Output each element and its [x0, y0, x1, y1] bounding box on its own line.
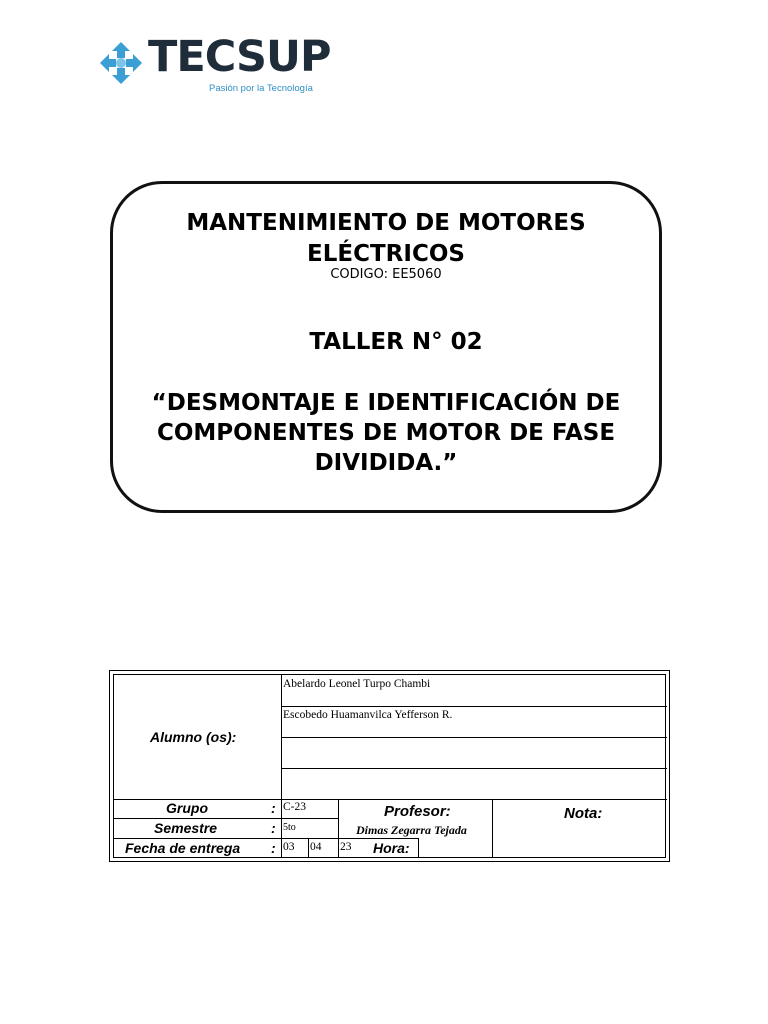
students-label: Alumno (os):: [150, 729, 237, 745]
table-divider: [281, 737, 667, 738]
due-date-label: Fecha de entrega: [125, 840, 241, 856]
semester-colon: :: [271, 820, 276, 836]
table-divider: [281, 799, 282, 858]
logo-wordmark: TECSUP: [148, 32, 331, 82]
professor-name: Dimas Zegarra Tejada: [356, 823, 467, 837]
workshop-topic-line3: DIVIDIDA.”: [314, 450, 458, 476]
tecsup-emblem-icon: [96, 38, 146, 88]
workshop-topic: [113, 388, 659, 478]
workshop-topic-line1: “DESMONTAJE E IDENTIFICACIÓN DE: [151, 390, 621, 416]
due-date-colon: :: [271, 840, 276, 856]
table-divider: [308, 838, 309, 858]
workshop-number: TALLER N° 02: [309, 329, 483, 355]
semester-label: Semestre: [154, 820, 218, 836]
course-title: [113, 208, 659, 270]
logo-tagline: Pasión por la Tecnología: [209, 83, 313, 94]
student-name: Abelardo Leonel Turpo Chambi: [283, 678, 431, 690]
grade-label: Nota:: [564, 805, 603, 822]
table-divider: [281, 768, 667, 769]
course-title-line2: ELÉCTRICOS: [307, 241, 465, 267]
tecsup-logo: [96, 32, 331, 98]
course-code: CODIGO: EE5060: [330, 267, 442, 282]
due-date-year: 23: [340, 841, 352, 853]
due-date-day: 03: [283, 841, 295, 853]
time-label: Hora:: [373, 840, 410, 856]
group-label: Grupo: [166, 800, 208, 816]
course-title-line1: MANTENIMIENTO DE MOTORES: [186, 210, 586, 236]
student-info-inner: [113, 674, 666, 858]
student-info-table: [109, 670, 670, 862]
group-value: C-23: [283, 801, 306, 813]
table-divider: [114, 838, 338, 839]
table-divider: [338, 799, 339, 858]
table-divider: [114, 818, 338, 819]
due-date-month: 04: [310, 841, 322, 853]
workshop-topic-line2: COMPONENTES DE MOTOR DE FASE: [156, 420, 616, 446]
student-name: Escobedo Huamanvilca Yefferson R.: [283, 709, 453, 721]
table-divider: [418, 838, 419, 858]
group-colon: :: [271, 800, 276, 816]
table-divider: [281, 706, 667, 707]
table-divider: [338, 838, 418, 839]
title-box: [110, 181, 662, 513]
professor-label: Profesor:: [384, 803, 451, 820]
table-divider: [492, 799, 493, 858]
semester-value: 5to: [283, 822, 296, 833]
